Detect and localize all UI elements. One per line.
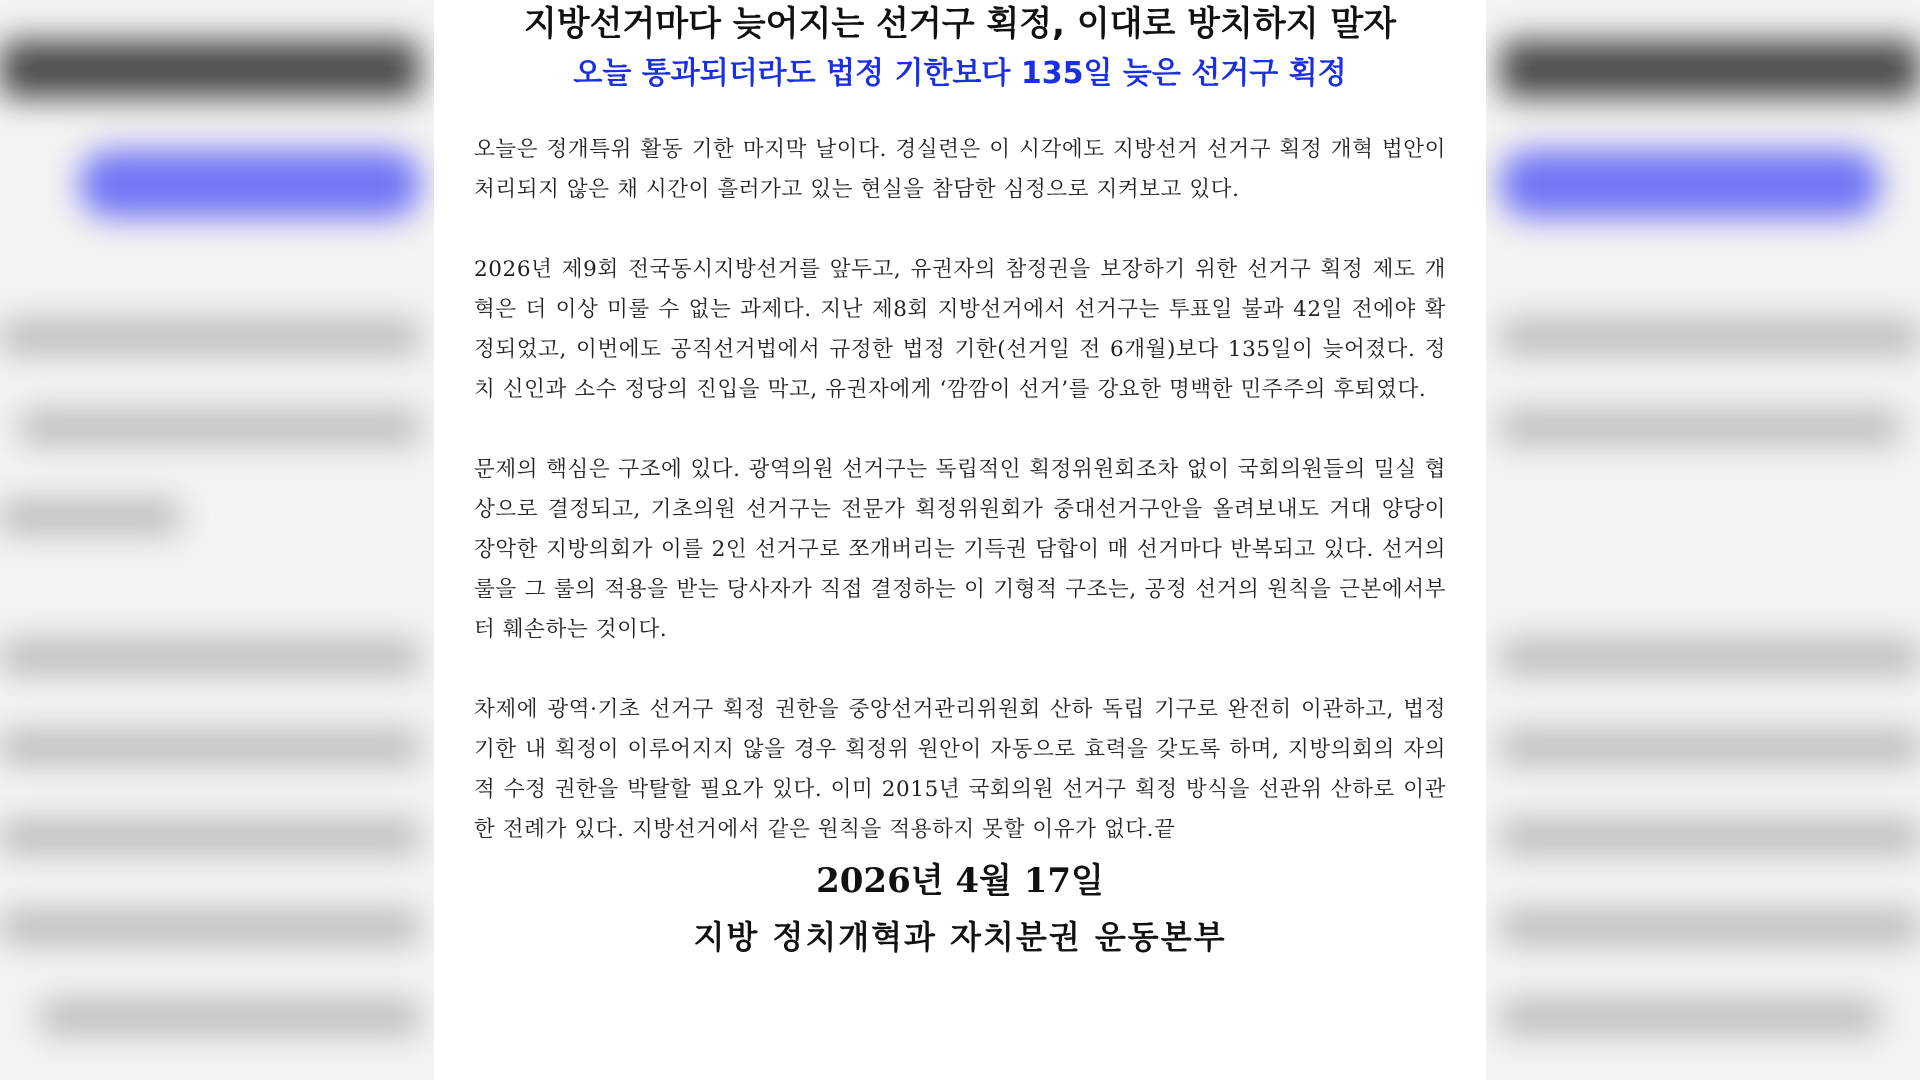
blurred-subtitle-left [80,150,420,218]
blurred-text-line [1500,1000,1880,1034]
body-paragraph-3: 문제의 핵심은 구조에 있다. 광역의원 선거구는 독립적인 획정위원회조차 없이 국회의원들의 밀실 협상으로 결정되고, 기초의원 선거구는 전문가 획정위원회가 중대선거구안을 올려보내도 거대 양당이 장악한 지방의회가 이를 2인 선거구로 쪼개버리는 기득권 담합이 매 선거마다 반복되고 있다. 선거의 룰을 그 룰의 적용을 받는 당사자가 직접 결정하는 이 기형적 구조는, 공정 선거의 원칙을 근본에서부터 훼손하는 것이다. [474,457,1447,642]
blurred-text-line [1500,910,1920,944]
blurred-subtitle-right [1500,150,1880,218]
release-date: 2026년 4월 17일 [816,861,1104,901]
blurred-text-line [40,1000,420,1034]
blurred-title-left [0,40,420,98]
blurred-text-line [0,820,420,854]
body-paragraph-1: 오늘은 정개특위 활동 기한 마지막 날이다. 경실련은 이 시각에도 지방선거 선거구 획정 개혁 법안이 처리되지 않은 채 시간이 흘러가고 있는 현실을 참담한 심정으로 지켜보고 있다. [474,137,1446,202]
blurred-text-line [0,910,420,944]
blurred-title-right [1500,40,1920,98]
document-body [474,130,1446,850]
blurred-text-line [1500,320,1920,354]
blurred-text-line [0,500,180,534]
blurred-text-line [0,320,420,354]
blurred-text-line [1500,730,1920,764]
blurred-text-line [20,410,420,444]
blurred-text-line [1500,640,1920,674]
blurred-text-line [1500,410,1900,444]
body-paragraph-2: 2026년 제9회 전국동시지방선거를 앞두고, 유권자의 참정권을 보장하기 위한 선거구 획정 제도 개혁은 더 이상 미룰 수 없는 과제다. 지난 제8회 지방선거에서 선거구는 투표일 불과 42일 전에야 확정되었고, 이번에도 공직선거법에서 규정한 법정 기한(선거일 전 6개월)보다 135일이 늦어졌다. 정치 신인과 소수 정당의 진입을 막고, 유권자에게 ‘깜깜이 선거’를 강요한 명백한 민주주의 후퇴였다. [474,257,1446,402]
blurred-text-line [0,640,420,674]
body-paragraph-4: 차제에 광역·기초 선거구 획정 권한을 중앙선거관리위원회 산하 독립 기구로 완전히 이관하고, 법정 기한 내 획정이 이루어지지 않을 경우 획정위 원안이 자동으로 효력을 갖도록 하며, 지방의회의 자의적 수정 권한을 박탈할 필요가 있다. 이미 2015년 국회의원 선거구 획정 방식을 선관위 산하로 이관한 전례가 있다. 지방선거에서 같은 원칙을 적용하지 못할 이유가 없다.끝 [474,697,1446,842]
document-title: 지방선거마다 늦어지는 선거구 획정, 이대로 방치하지 말자 [523,4,1397,44]
document-subtitle: 오늘 통과되더라도 법정 기한보다 135일 늦은 선거구 획정 [573,56,1347,91]
issuing-organization: 지방 정치개혁과 자치분권 운동본부 [693,918,1227,956]
blurred-text-line [0,730,420,764]
blurred-text-line [1500,820,1920,854]
press-release-page [434,0,1486,1080]
